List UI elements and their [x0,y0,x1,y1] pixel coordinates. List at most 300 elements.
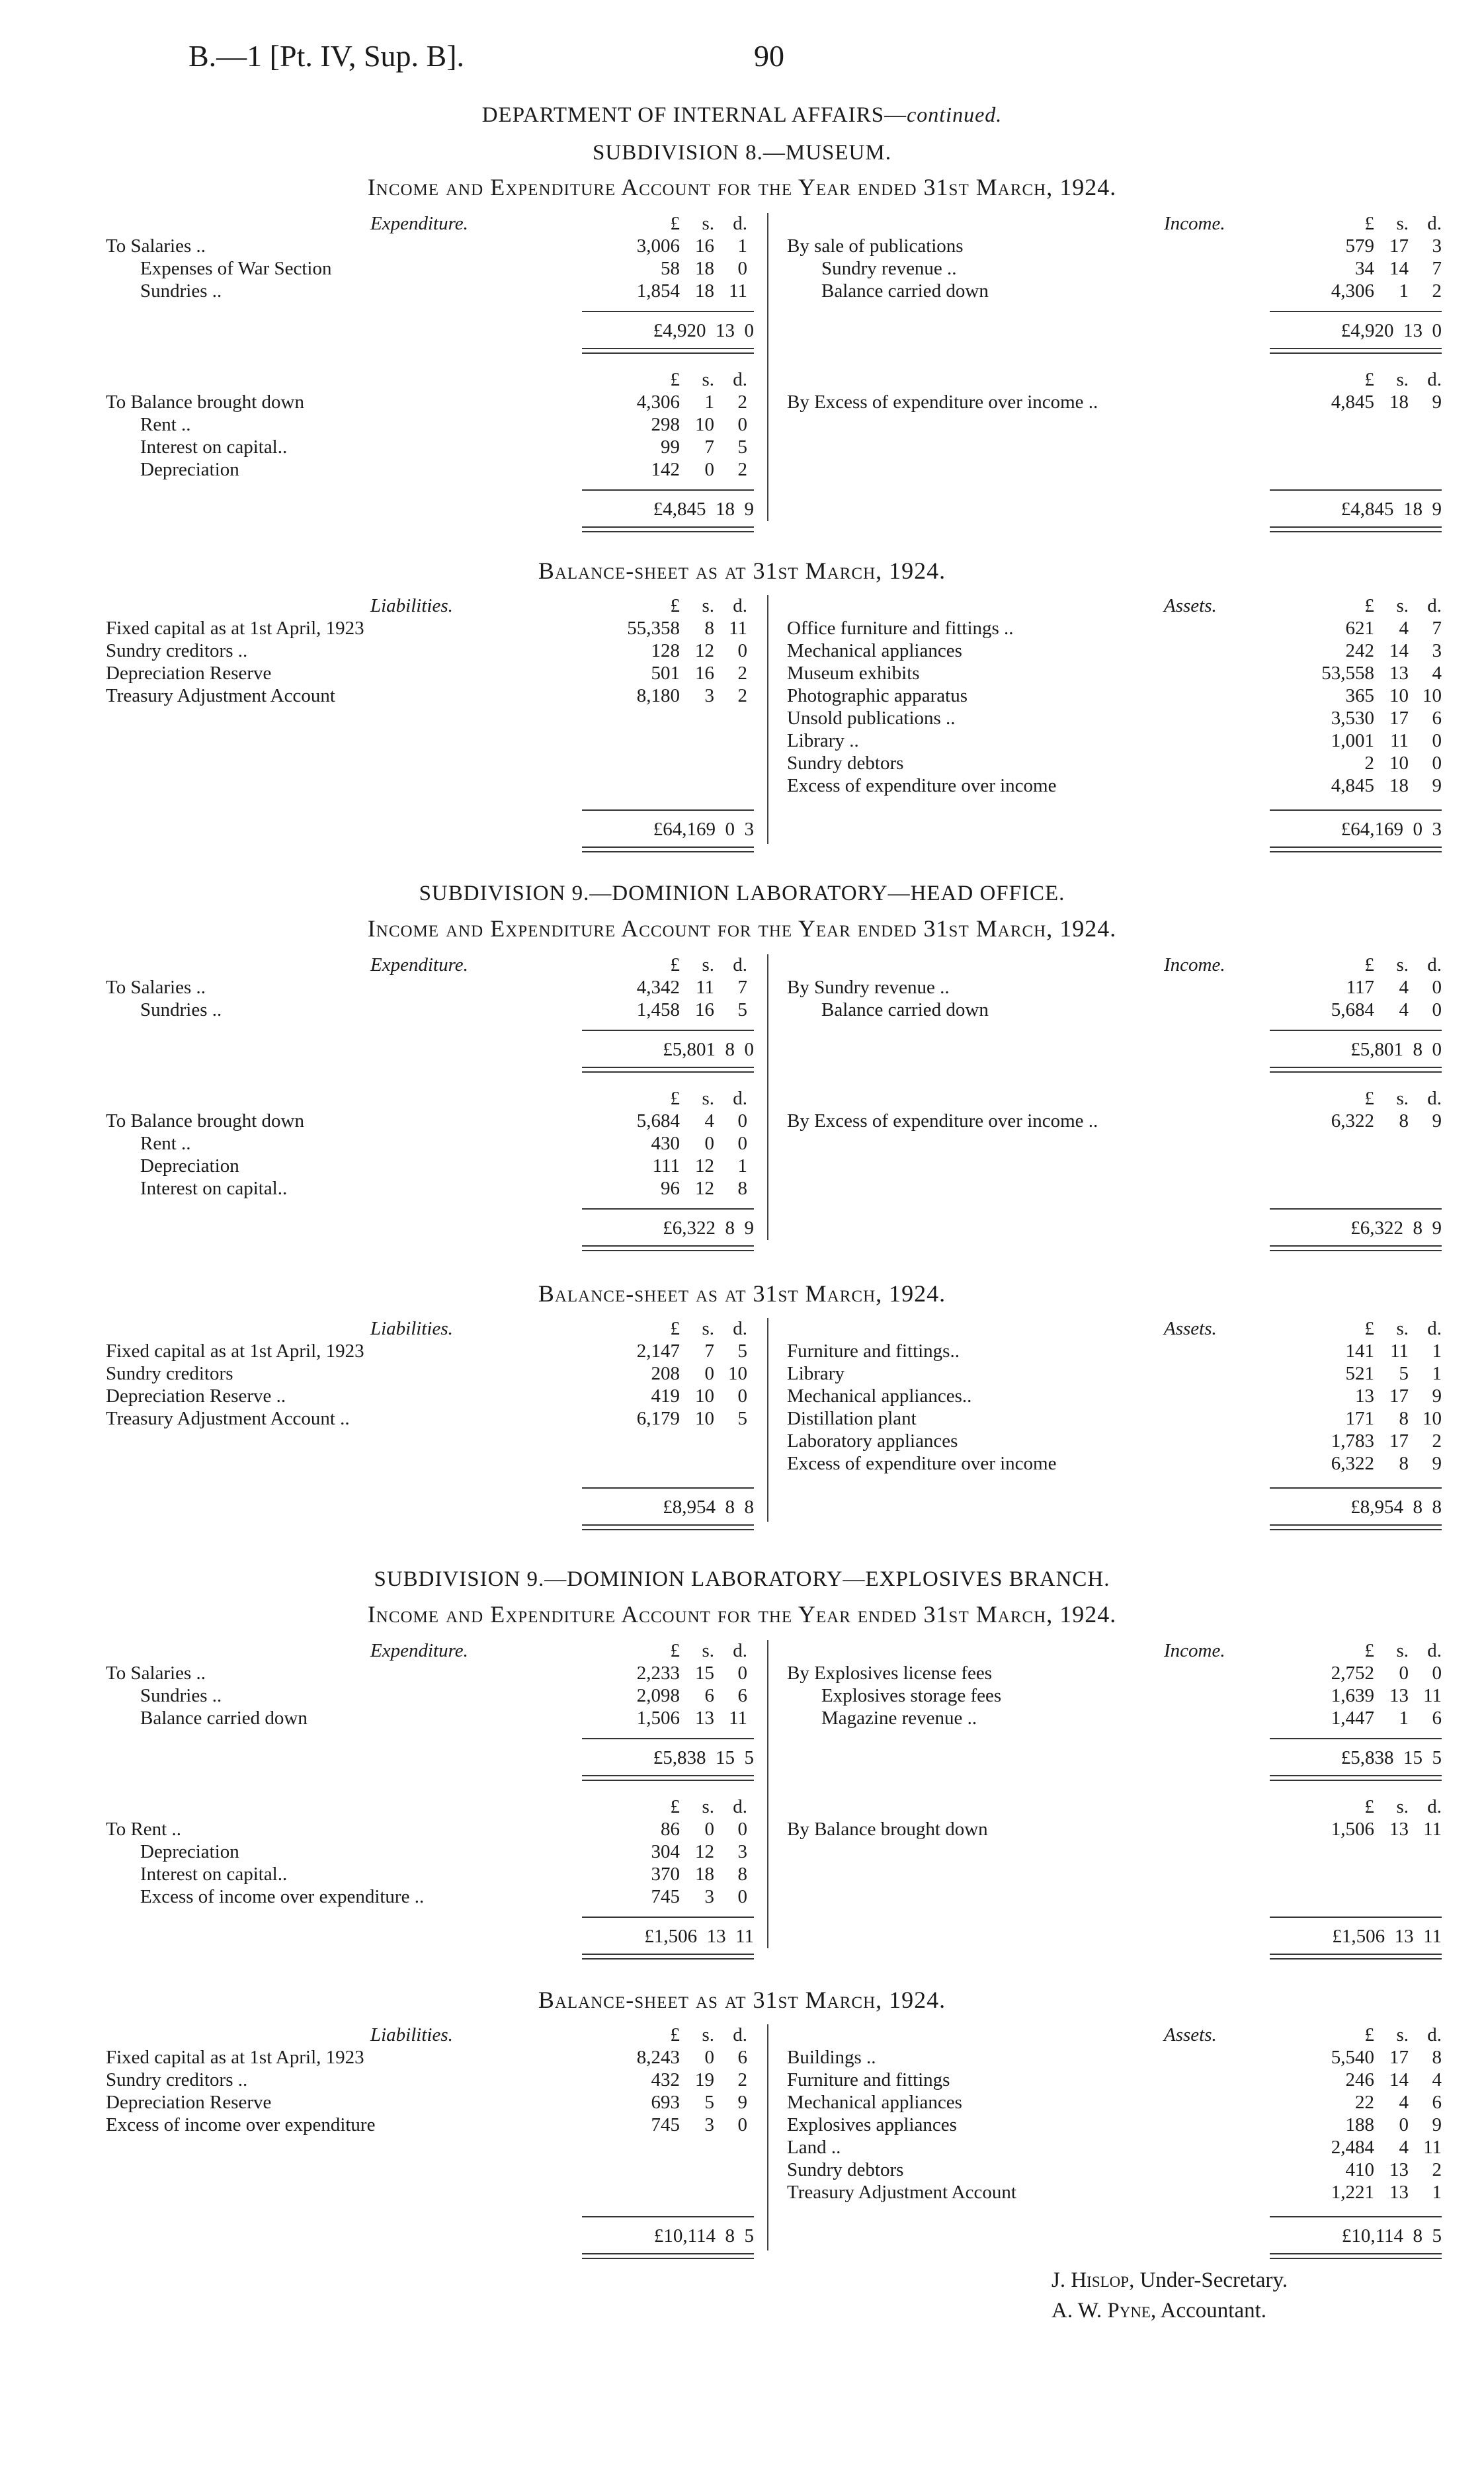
entry-amount: 55,358 8 11 [627,618,747,639]
entry-amount: 34 14 7 [1355,258,1442,279]
income-total: £6,322 8 9 [1350,1217,1442,1239]
asset-entry [787,2114,1442,2137]
heading-pound: £ [1364,1640,1374,1661]
lsd-column-headings [787,213,1442,235]
entry-label: Expenses of War Section [140,258,332,279]
entry-amount: 6,322 8 9 [1331,1453,1442,1474]
expenditure-entry [106,1841,754,1864]
entry-amount: 6,322 8 9 [1331,1110,1442,1132]
entry-label: Furniture and fittings.. [787,1341,960,1362]
entry-amount: 1,783 17 2 [1331,1430,1442,1452]
entry-amount: 298 10 0 [651,414,747,435]
heading-pound: £ [670,1796,680,1817]
asset-entry [787,1408,1442,1430]
balance-sheet [106,595,1442,857]
assets-column [787,2024,1442,2247]
entry-amount: 4,306 1 2 [1331,280,1442,302]
liabilities-column [106,595,754,840]
liability-entry [106,685,754,708]
heading-pence: d. [733,1318,747,1339]
heading-pound: £ [1364,369,1374,390]
income-entry [787,1708,1442,1730]
entry-label: To Salaries .. [106,235,206,257]
entry-amount: 96 12 8 [661,1178,747,1199]
lsd-column-headings [106,2024,754,2047]
column-divider [767,1318,768,1522]
expenditure-entry [106,977,754,999]
total-double-rule [1270,526,1442,532]
expenditure-total: £5,838 15 5 [653,1747,754,1768]
entry-label: Mechanical appliances.. [787,1385,972,1407]
asset-entry [787,730,1442,753]
heading-pence: d. [733,954,747,975]
assets-column [787,595,1442,840]
entry-amount: 432 19 2 [651,2069,747,2090]
income-total: £4,845 18 9 [1340,499,1442,520]
heading-shilling: s. [1396,1088,1409,1109]
total-double-rule [1270,1524,1442,1530]
entry-amount: 117 4 0 [1346,977,1442,998]
entry-amount: 5,540 17 8 [1331,2047,1442,2068]
heading-pound: £ [1364,1088,1374,1109]
income-heading: Income. [1164,1640,1225,1661]
total-double-rule [582,348,754,354]
entry-label: By Explosives license fees [787,1663,993,1684]
lsd-column-headings [787,595,1442,618]
heading-pound: £ [670,1640,680,1661]
entry-amount: 419 10 0 [651,1385,747,1407]
entry-label: Magazine revenue .. [821,1708,977,1729]
entry-label: Photographic apparatus [787,685,968,706]
income-expenditure-account [106,954,1442,1253]
entry-label: Museum exhibits [787,663,920,684]
entry-amount: 693 5 9 [651,2092,747,2113]
entry-amount: 141 11 1 [1345,1341,1442,1362]
heading-pence: d. [733,2024,747,2045]
subtotal-rule [582,1208,754,1210]
heading-pence: d. [1427,1640,1442,1661]
liability-entry [106,663,754,685]
liability-entry [106,1385,754,1408]
entry-amount: 53,558 13 4 [1321,663,1442,684]
entry-amount: 4,845 18 9 [1331,392,1442,413]
total-double-rule [582,846,754,852]
total-double-rule [582,1245,754,1251]
heading-shilling: s. [702,1318,714,1339]
heading-pound: £ [1364,1318,1374,1339]
entry-amount: 171 8 10 [1345,1408,1442,1429]
entry-amount: 128 12 0 [651,640,747,661]
income-entry [787,392,1442,414]
expenditure-column [106,213,754,534]
expenditure-entry [106,258,754,280]
entry-label: Explosives storage fees [821,1685,1002,1706]
entry-label: Distillation plant [787,1408,917,1429]
expenditure-entry [106,1155,754,1178]
lsd-column-headings [787,2024,1442,2047]
entry-amount: 1,506 13 11 [1331,1819,1442,1840]
lsd-column-headings [106,1318,754,1341]
lsd-column-headings [106,213,754,235]
entry-amount: 242 14 3 [1345,640,1442,661]
entry-label: Explosives appliances [787,2114,957,2135]
entry-label: By Balance brought down [787,1819,988,1840]
entry-amount: 5,684 4 0 [1331,999,1442,1020]
entry-label: Office furniture and fittings .. [787,618,1014,639]
liabilities-total: £64,169 0 3 [653,819,754,840]
subtotal-rule [1270,1030,1442,1031]
entry-label: To Salaries .. [106,977,206,998]
assets-column [787,1318,1442,1518]
income-total: £1,506 13 11 [1332,1926,1442,1947]
entry-amount: 4,306 1 2 [636,392,747,413]
entry-amount: 13 17 9 [1355,1385,1442,1407]
expenditure-heading: Expenditure. [370,213,468,234]
income-total: £5,838 15 5 [1340,1747,1442,1768]
total-double-rule [582,1775,754,1781]
entry-label: Treasury Adjustment Account [787,2182,1016,2203]
entry-label: Depreciation Reserve .. [106,1385,286,1407]
entry-amount: 1,001 11 0 [1331,730,1442,751]
parliamentary-paper-reference: B.—1 [Pt. IV, Sup. B]. [188,39,465,73]
entry-label: Land .. [787,2137,841,2158]
heading-shilling: s. [1396,369,1409,390]
expenditure-heading: Expenditure. [370,1640,468,1661]
heading-pound: £ [670,954,680,975]
heading-pence: d. [733,1796,747,1817]
lsd-column-headings [787,954,1442,977]
asset-entry [787,2137,1442,2159]
expenditure-entry [106,1663,754,1685]
asset-entry [787,1453,1442,1475]
liability-entry [106,1363,754,1385]
income-heading: Income. [1164,954,1225,975]
balance-sheet [106,2024,1442,2264]
assets-total: £8,954 8 8 [1350,1497,1442,1518]
asset-entry [787,2092,1442,2114]
heading-pound: £ [670,2024,680,2045]
expenditure-entry [106,414,754,436]
heading-pence: d. [733,1640,747,1661]
heading-pence: d. [1427,2024,1442,2045]
expenditure-entry [106,1685,754,1708]
column-divider [767,1640,768,1948]
entry-amount: 3,530 17 6 [1331,708,1442,729]
entry-amount: 1,854 18 11 [636,280,747,302]
balance-sheet-title: Balance-sheet as at 31st March, 1924. [538,557,946,584]
lsd-column-headings [106,369,754,392]
entry-label: By sale of publications [787,235,964,257]
expenditure-entry [106,1178,754,1200]
lsd-column-headings [106,1640,754,1663]
asset-entry [787,775,1442,798]
entry-amount: 246 14 4 [1345,2069,1442,2090]
entry-amount: 142 0 2 [651,459,747,480]
entry-label: Balance carried down [821,280,989,302]
heading-shilling: s. [1396,2024,1409,2045]
expenditure-total: £5,801 8 0 [663,1039,754,1060]
lsd-column-headings [106,1796,754,1819]
asset-entry [787,1341,1442,1363]
entry-amount: 8,243 0 6 [636,2047,747,2068]
subdivision-title: SUBDIVISION 8.—MUSEUM. [593,141,891,165]
heading-pound: £ [1364,2024,1374,2045]
column-divider [767,2024,768,2250]
entry-label: To Balance brought down [106,1110,304,1132]
entry-label: Unsold publications .. [787,708,956,729]
heading-pound: £ [670,595,680,616]
column-divider [767,954,768,1240]
expenditure-entry [106,280,754,303]
lsd-column-headings [106,954,754,977]
heading-pence: d. [1427,1796,1442,1817]
entry-amount: 86 0 0 [661,1819,747,1840]
entry-label: Sundries .. [140,999,222,1020]
entry-label: To Balance brought down [106,392,304,413]
entry-amount: 365 10 10 [1345,685,1442,706]
heading-shilling: s. [1396,1640,1409,1661]
balance-sheet [106,1318,1442,1535]
income-entry [787,280,1442,303]
entry-label: Laboratory appliances [787,1430,958,1452]
income-entry [787,1110,1442,1133]
entry-label: Rent .. [140,414,191,435]
total-double-rule [1270,2253,1442,2259]
subtotal-rule [1270,809,1442,811]
asset-entry [787,2182,1442,2204]
liability-entry [106,2114,754,2137]
expenditure-entry [106,1819,754,1841]
liability-entry [106,1408,754,1430]
expenditure-entry [106,392,754,414]
heading-shilling: s. [1396,954,1409,975]
entry-label: Fixed capital as at 1st April, 1923 [106,2047,364,2068]
expenditure-entry [106,1886,754,1909]
page-number: 90 [754,39,784,73]
subtotal-rule [1270,1208,1442,1210]
heading-shilling: s. [702,2024,714,2045]
entry-amount: 2,147 7 5 [636,1341,747,1362]
asset-entry [787,1385,1442,1408]
liability-entry [106,1341,754,1363]
total-double-rule [582,2253,754,2259]
assets-heading: Assets. [1164,1318,1217,1339]
income-expenditure-title: Income and Expenditure Account for the Year ended 31st March, 1924. [367,915,1117,942]
subtotal-rule [1270,1738,1442,1739]
entry-amount: 745 3 0 [651,1886,747,1907]
heading-pound: £ [1364,595,1374,616]
heading-shilling: s. [702,1796,714,1817]
assets-heading: Assets. [1164,595,1217,616]
lsd-column-headings [787,1088,1442,1110]
heading-pound: £ [1364,213,1374,234]
expenditure-entry [106,1110,754,1133]
heading-shilling: s. [1396,213,1409,234]
entry-amount: 1,221 13 1 [1331,2182,1442,2203]
heading-pound: £ [670,1088,680,1109]
column-divider [767,595,768,844]
income-expenditure-account [106,213,1442,534]
total-double-rule [1270,1245,1442,1251]
liabilities-total: £10,114 8 5 [653,2225,754,2247]
entry-label: To Salaries .. [106,1663,206,1684]
entry-amount: 1,639 13 11 [1331,1685,1442,1706]
signature-accountant: A. W. Pyne, Accountant. [1051,2299,1267,2323]
asset-entry [787,708,1442,730]
entry-label: Depreciation [140,1155,239,1176]
assets-total: £64,169 0 3 [1340,819,1442,840]
entry-label: Excess of income over expenditure .. [140,1886,425,1907]
subtotal-rule [1270,311,1442,312]
lsd-column-headings [106,1088,754,1110]
entry-label: Interest on capital.. [140,436,288,458]
entry-amount: 521 5 1 [1345,1363,1442,1384]
income-expenditure-account [106,1640,1442,1961]
total-double-rule [1270,1067,1442,1073]
entry-label: By Sundry revenue .. [787,977,950,998]
entry-amount: 2,484 4 11 [1331,2137,1442,2158]
entry-label: Rent .. [140,1133,191,1154]
subtotal-rule [582,809,754,811]
entry-label: Interest on capital.. [140,1864,288,1885]
entry-amount: 208 0 10 [651,1363,747,1384]
subtotal-rule [1270,489,1442,491]
expenditure-entry [106,436,754,459]
expenditure-entry [106,459,754,481]
subtotal-rule [582,1738,754,1739]
subtotal-rule [582,489,754,491]
heading-shilling: s. [1396,1796,1409,1817]
heading-pence: d. [733,369,747,390]
liability-entry [106,618,754,640]
balance-sheet-title: Balance-sheet as at 31st March, 1924. [538,1987,946,2013]
entry-label: Library [787,1363,845,1384]
liability-entry [106,2092,754,2114]
entry-amount: 621 4 7 [1345,618,1442,639]
signature-under-secretary: J. Hislop, Under-Secretary. [1051,2268,1288,2292]
entry-label: Excess of income over expenditure [106,2114,376,2135]
total-double-rule [1270,1954,1442,1960]
lsd-column-headings [106,595,754,618]
heading-shilling: s. [1396,1318,1409,1339]
entry-amount: 430 0 0 [651,1133,747,1154]
expenditure-total: £4,845 18 9 [653,499,754,520]
total-double-rule [582,1067,754,1073]
expenditure-column [106,1640,754,1961]
entry-label: Buildings .. [787,2047,876,2068]
asset-entry [787,1430,1442,1453]
income-expenditure-title: Income and Expenditure Account for the Year ended 31st March, 1924. [367,174,1117,200]
asset-entry [787,640,1442,663]
heading-pence: d. [733,1088,747,1109]
entry-amount: 4,845 18 9 [1331,775,1442,796]
entry-amount: 2,098 6 6 [636,1685,747,1706]
heading-pence: d. [1427,213,1442,234]
entry-label: Depreciation Reserve [106,663,272,684]
lsd-column-headings [787,1640,1442,1663]
income-entry [787,235,1442,258]
liabilities-column [106,1318,754,1518]
entry-label: Balance carried down [821,999,989,1020]
entry-label: Sundry creditors [106,1363,233,1384]
subtotal-rule [582,1917,754,1918]
entry-label: Treasury Adjustment Account [106,685,335,706]
income-column [787,1640,1442,1961]
lsd-column-headings [787,1796,1442,1819]
entry-label: By Excess of expenditure over income .. [787,392,1098,413]
asset-entry [787,753,1442,775]
entry-amount: 410 13 2 [1345,2159,1442,2180]
entry-label: Sundry creditors .. [106,640,248,661]
total-double-rule [1270,1775,1442,1781]
entry-label: Excess of expenditure over income [787,775,1057,796]
expenditure-total: £4,920 13 0 [653,320,754,341]
heading-pence: d. [1427,1318,1442,1339]
asset-entry [787,1363,1442,1385]
column-divider [767,213,768,521]
expenditure-heading: Expenditure. [370,954,468,975]
income-total: £5,801 8 0 [1350,1039,1442,1060]
total-double-rule [1270,348,1442,354]
subtotal-rule [582,2216,754,2217]
income-entry [787,1685,1442,1708]
entry-amount: 111 12 1 [652,1155,747,1176]
heading-shilling: s. [702,1640,714,1661]
heading-shilling: s. [702,213,714,234]
asset-entry [787,663,1442,685]
liabilities-total: £8,954 8 8 [663,1497,754,1518]
entry-amount: 99 7 5 [661,436,747,458]
heading-pence: d. [1427,954,1442,975]
subtotal-rule [582,311,754,312]
expenditure-total: £6,322 8 9 [663,1217,754,1239]
asset-entry [787,618,1442,640]
entry-label: Sundry creditors .. [106,2069,248,2090]
asset-entry [787,2159,1442,2182]
entry-label: Sundry debtors [787,753,904,774]
income-entry [787,977,1442,999]
entry-amount: 1,447 1 6 [1331,1708,1442,1729]
income-entry [787,258,1442,280]
entry-amount: 58 18 0 [661,258,747,279]
entry-amount: 22 4 6 [1355,2092,1442,2113]
entry-label: Depreciation [140,1841,239,1862]
heading-pound: £ [670,1318,680,1339]
expenditure-entry [106,1133,754,1155]
entry-label: Furniture and fittings [787,2069,950,2090]
heading-pound: £ [1364,954,1374,975]
liabilities-heading: Liabilities. [370,595,453,616]
entry-label: Fixed capital as at 1st April, 1923 [106,618,364,639]
entry-amount: 5,684 4 0 [636,1110,747,1132]
total-double-rule [1270,846,1442,852]
department-title: DEPARTMENT OF INTERNAL AFFAIRS—continued. [481,103,1003,127]
entry-label: Sundry debtors [787,2159,904,2180]
assets-heading: Assets. [1164,2024,1217,2045]
heading-pence: d. [733,213,747,234]
income-total: £4,920 13 0 [1340,320,1442,341]
lsd-column-headings [787,1318,1442,1341]
entry-amount: 579 17 3 [1345,235,1442,257]
entry-label: Depreciation Reserve [106,2092,272,2113]
entry-amount: 188 0 9 [1345,2114,1442,2135]
liability-entry [106,2047,754,2069]
heading-shilling: s. [1396,595,1409,616]
expenditure-column [106,954,754,1253]
liabilities-heading: Liabilities. [370,1318,453,1339]
income-entry [787,999,1442,1022]
liabilities-column [106,2024,754,2247]
